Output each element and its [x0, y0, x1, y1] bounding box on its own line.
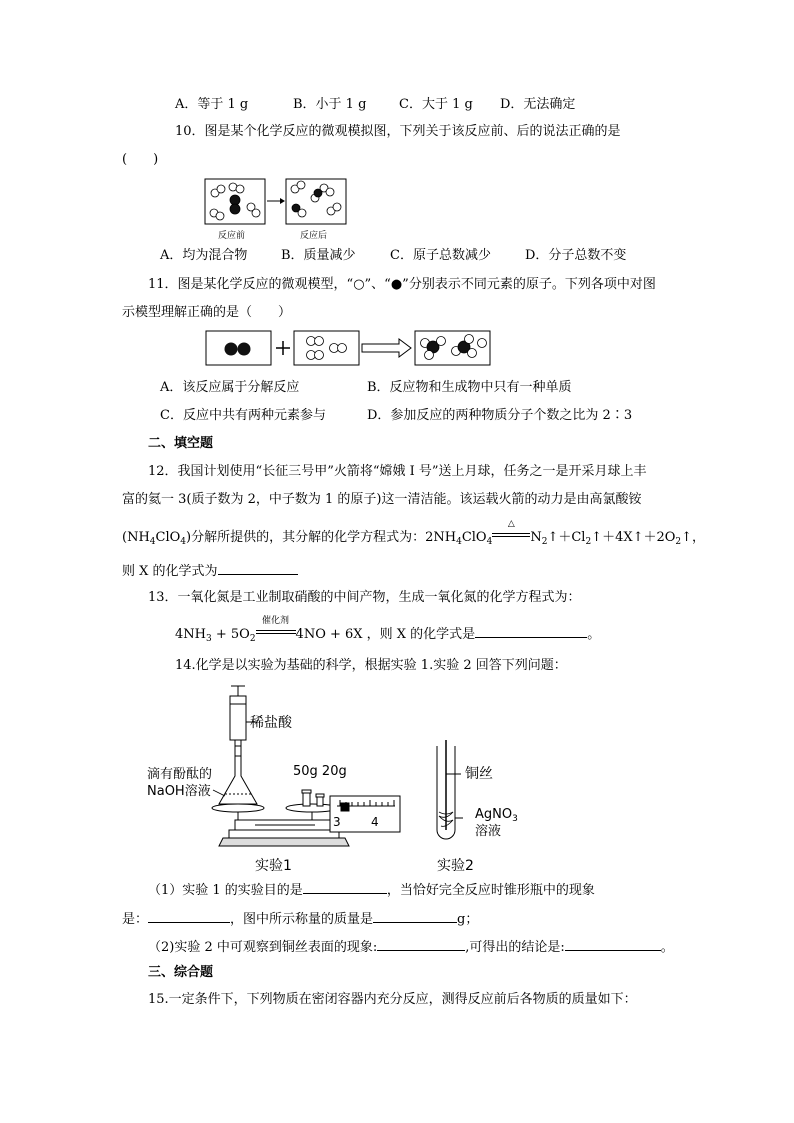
label-before: 反应前	[218, 231, 246, 241]
q13-equation: $4NH_3 + 5O_2$ 催化剂 4NO + 6X ，则 X 的化学式是 。	[175, 616, 601, 644]
q12-line2: 富的氦一 3(质子数为 2，中子数为 1 的原子)这一清洁能。该运载火箭的动力是由高氯酸铵	[122, 492, 642, 507]
q10-option-b: B．质量减少	[281, 248, 356, 263]
q13-answer-blank[interactable]	[475, 624, 587, 638]
scale-mark-3: 3	[333, 815, 341, 829]
q14-copper-surface-blank[interactable]	[377, 937, 465, 951]
section-fill-blank: 二、填空题	[148, 436, 214, 451]
label-indicator-1: 滴有酚酞的	[147, 767, 213, 782]
label-copper-wire: 铜丝	[465, 766, 493, 782]
label-solution: 溶液	[475, 824, 502, 839]
balance-icon	[212, 804, 349, 846]
scale-mark-4: 4	[371, 815, 379, 829]
label-agno3: AgNO$_3$	[475, 807, 518, 824]
q12-line4: 则 X 的化学式为	[122, 561, 298, 581]
catalyst-condition: 催化剂	[256, 626, 296, 644]
q10-stem: 10．图是某个化学反应的微观模拟图，下列关于该反应前、后的说法正确的是	[175, 124, 621, 139]
heat-condition: △	[492, 529, 530, 547]
q15-stem: 15.一定条件下，下列物质在密闭容器内充分反应，测得反应前后各物质的质量如下：	[148, 992, 637, 1007]
label-exp2: 实验2	[437, 858, 474, 874]
label-weights: 50g 20g	[293, 764, 347, 779]
q9-option-d: D．无法确定	[500, 97, 576, 112]
label-after: 反应后	[300, 231, 328, 241]
label-exp1: 实验1	[255, 858, 292, 874]
q10-option-d: D．分子总数不变	[525, 248, 627, 263]
q9-option-c: C．大于 1 g	[399, 97, 473, 112]
test-tube-icon	[437, 740, 463, 839]
q11-option-c: C．反应中共有两种元素参与	[160, 408, 326, 423]
q14-conclusion-blank[interactable]	[565, 937, 661, 951]
q14-sub1-line2: 是： ，图中所示称量的质量是 g；	[122, 909, 478, 929]
q9-option-b: B．小于 1 g	[293, 97, 367, 112]
q11-option-d: D．参加反应的两种物质分子个数之比为 2∶3	[367, 408, 633, 423]
q14-phenomenon-blank[interactable]	[148, 909, 230, 923]
q14-experiment-figure	[145, 680, 535, 875]
q11-stem-line1: 11．图是某化学反应的微观模型，“○”、“●”分别表示不同元素的原子。下列各项中对图	[148, 277, 656, 292]
conical-flask-icon	[219, 746, 257, 804]
q11-option-a: A．该反应属于分解反应	[160, 380, 300, 395]
section-comprehensive: 三、综合题	[148, 965, 214, 980]
q11-diagram	[203, 328, 493, 370]
q14-purpose-blank[interactable]	[303, 880, 387, 894]
label-indicator-2: NaOH溶液	[147, 784, 211, 799]
q14-mass-blank[interactable]	[373, 909, 457, 923]
q13-line1: 13．一氧化氮是工业制取硝酸的中间产物，生成一氧化氮的化学方程式为：	[148, 590, 581, 605]
q11-stem-line2: 示模型理解正确的是（ ）	[122, 305, 292, 320]
q10-diagram	[200, 176, 360, 242]
q12-answer-blank[interactable]	[218, 561, 298, 575]
label-dilute-hcl: 稀盐酸	[250, 715, 292, 731]
q10-option-a: A．均为混合物	[160, 248, 248, 263]
q12-line1: 12．我国计划使用“长征三号甲”火箭将“嫦娥 I 号”送上月球，任务之一是开采月球上丰	[148, 464, 647, 479]
q11-option-b: B．反应物和生成物中只有一种单质	[367, 380, 572, 395]
q9-option-a: A．等于 1 g	[175, 97, 249, 112]
q14-sub1-line1: （1）实验 1 的实验目的是 ，当恰好完全反应时锥形瓶中的现象	[148, 880, 595, 900]
q14-stem: 14.化学是以实验为基础的科学，根据实验 1.实验 2 回答下列问题：	[175, 658, 567, 673]
q12-line3: $(NH_4ClO_4)$分解所提供的，其分解的化学方程式为：$2NH_4ClO_4$ △ $N_2↑+Cl_2↑+4X↑+2O_2↑$，	[122, 519, 706, 547]
q10-paren: ( )	[122, 152, 159, 167]
q14-sub2: （2)实验 2 中可观察到铜丝表面的现象: ,可得出的结论是: 。	[148, 937, 674, 957]
q10-option-c: C．原子总数减少	[390, 248, 491, 263]
